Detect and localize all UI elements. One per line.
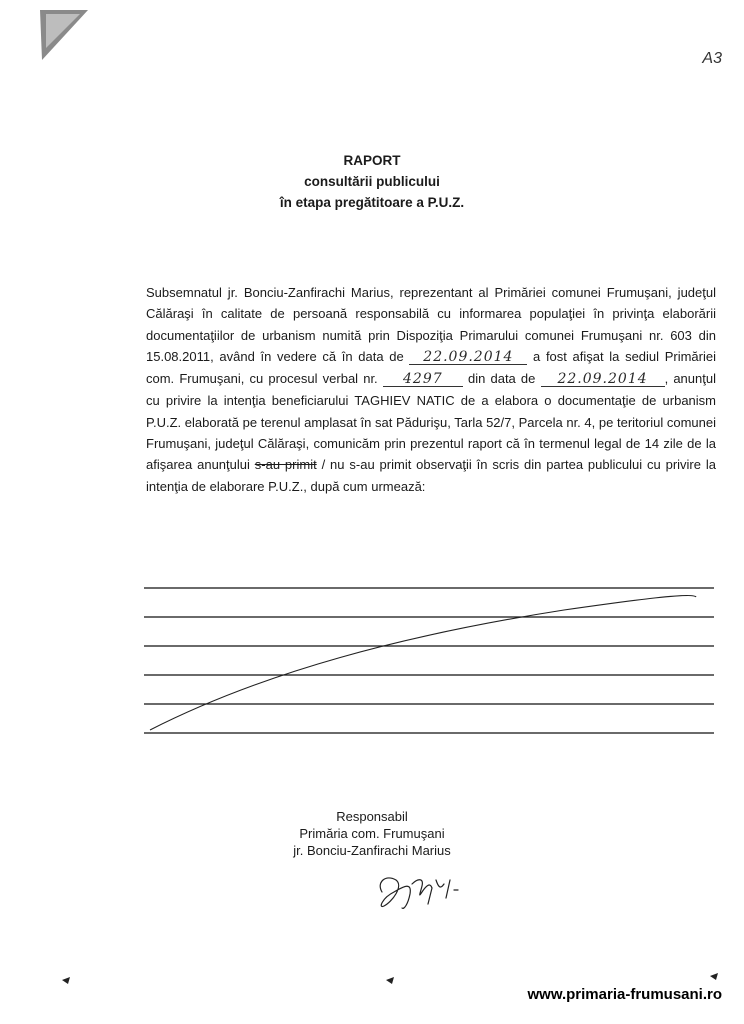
handwritten-report-number: 4297	[383, 369, 463, 390]
website-footer: www.primaria-frumusani.ro	[527, 986, 722, 1003]
handwritten-date-posted: 22.09.2014	[409, 347, 527, 368]
body-text-part-5: / nu s-au primit observaţii în scris din partea publicului cu privire la intenţia de elaborare P.U.Z., după cum urmează:	[146, 457, 716, 494]
body-text-part-4: , anunţul cu privire la intenţia beneficiarului TAGHIEV NATIC de a elabora o documentaţie de urbanism P.U.Z. elaborată pe terenul amplasat în sat Pădurişu, Tarla 52/7, Parcela nr. 4, pe teritoriul comunei Frumuşani, judeţul Călăraşi, comunicăm prin prezentul raport că în termenul legal de 14 zile de la afişarea anunţului	[146, 371, 716, 473]
page-label: A3	[702, 50, 722, 67]
punch-hole-mark	[60, 974, 72, 986]
title-line-1: RAPORT	[343, 153, 401, 168]
folded-corner	[40, 10, 92, 62]
title-line-2: consultării publicului	[304, 174, 440, 189]
body-text-part-3: din data de	[467, 371, 536, 387]
punch-hole-mark	[708, 970, 720, 982]
struck-option: s-au primit	[254, 457, 317, 473]
body-text-part-2: a fost afişat la sediul Primăriei com. Frumuşani, cu procesul verbal nr.	[146, 348, 716, 387]
punch-hole-mark	[384, 974, 396, 986]
report-body	[146, 282, 716, 497]
signer-role: Responsabil	[336, 809, 408, 824]
handwritten-signature	[374, 862, 470, 914]
document-title	[0, 150, 744, 213]
signer-name: jr. Bonciu-Zanfirachi Marius	[293, 843, 451, 858]
handwritten-date-report: 22.09.2014	[541, 369, 665, 390]
observations-lines	[144, 580, 718, 740]
body-text-part-1: Subsemnatul jr. Bonciu-Zanfirachi Marius, reprezentant al Primăriei comunei Frumuşani, judeţul Călăraşi în calitate de persoană responsabilă cu informarea populaţiei în privinţa elaborării documentaţiilor de urbanism numită prin Dispoziţia Primarului comunei Frumuşani nr. 603 din 15.08.2011, având în vedere că în data de	[146, 285, 716, 364]
signature-block	[0, 808, 744, 859]
signer-institution: Primăria com. Frumuşani	[299, 826, 445, 841]
cancellation-stroke	[150, 595, 696, 730]
title-line-3: în etapa pregătitoare a P.U.Z.	[279, 195, 465, 210]
